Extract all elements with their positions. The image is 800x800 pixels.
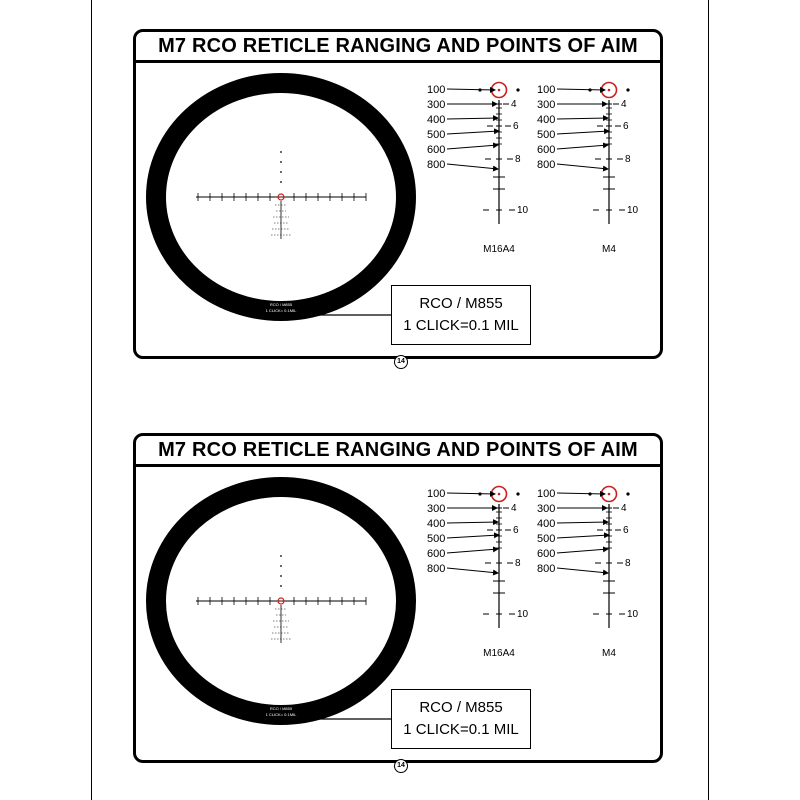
range-label-500: 500	[427, 533, 446, 545]
reticle-m16a4	[427, 83, 529, 256]
range-arrow	[447, 164, 498, 169]
card-title: M7 RCO RETICLE RANGING AND POINTS OF AIM	[136, 32, 660, 63]
scope-label-line-1: RCO / M855	[269, 302, 293, 307]
range-arrow	[557, 549, 608, 553]
range-label-800: 800	[537, 563, 556, 575]
page-number: 14	[394, 759, 408, 773]
reticle-m4	[537, 487, 639, 660]
stadia-number-4: 4	[621, 503, 627, 514]
range-label-800: 800	[537, 159, 556, 171]
range-arrow	[557, 118, 608, 119]
stadia-number-4: 4	[621, 99, 627, 110]
info-line-1: RCO / M855	[419, 699, 503, 716]
range-arrow	[447, 535, 499, 538]
range-arrow	[557, 89, 605, 90]
range-label-100: 100	[537, 488, 556, 500]
range-arrow	[447, 568, 498, 573]
aim-dot-small	[280, 196, 282, 198]
reticle-label: M16A4	[483, 648, 515, 659]
range-label-800: 800	[427, 159, 446, 171]
reticle-dot	[280, 151, 282, 153]
stadia-number-4: 4	[511, 99, 517, 110]
range-label-500: 500	[537, 129, 556, 141]
stadia-number-6: 6	[513, 121, 519, 132]
reticle-dot	[280, 181, 282, 183]
range-label-600: 600	[427, 144, 446, 156]
scope-label-line-1: RCO / M855	[269, 706, 293, 711]
range-label-300: 300	[537, 503, 556, 515]
stadia-number-10: 10	[517, 609, 529, 620]
stadia-number-8: 8	[515, 558, 521, 569]
info-box	[391, 285, 531, 345]
reticle-dot	[280, 575, 282, 577]
reticle-dot	[516, 492, 519, 495]
reticle-m4	[537, 83, 639, 256]
info-line-2: 1 CLICK=0.1 MIL	[403, 317, 519, 334]
reticle-dot	[626, 492, 629, 495]
stadia-number-10: 10	[627, 205, 639, 216]
range-label-300: 300	[427, 503, 446, 515]
stadia-number-8: 8	[515, 154, 521, 165]
stadia-number-8: 8	[625, 154, 631, 165]
info-line-2: 1 CLICK=0.1 MIL	[403, 721, 519, 738]
page-margin-line-right	[708, 0, 709, 800]
reticle-label: M4	[602, 648, 616, 659]
info-box	[391, 689, 531, 749]
page-margin-line-left	[91, 0, 92, 800]
range-label-800: 800	[427, 563, 446, 575]
reticle-dot	[516, 88, 519, 91]
reticle-dot	[280, 161, 282, 163]
range-label-400: 400	[537, 114, 556, 126]
card-title: M7 RCO RETICLE RANGING AND POINTS OF AIM	[136, 436, 660, 467]
stadia-number-4: 4	[511, 503, 517, 514]
stadia-number-6: 6	[623, 525, 629, 536]
aim-dot	[608, 493, 611, 496]
range-label-100: 100	[427, 84, 446, 96]
range-label-600: 600	[427, 548, 446, 560]
stadia-number-6: 6	[623, 121, 629, 132]
range-arrow	[557, 145, 608, 149]
reticle-card	[133, 433, 663, 769]
scope-label-line-2: 1 CLICK= 0.1MIL	[265, 712, 297, 717]
aim-dot	[608, 89, 611, 92]
range-arrow	[557, 493, 605, 494]
range-label-400: 400	[537, 518, 556, 530]
reticle-label: M16A4	[483, 244, 515, 255]
reticle-label: M4	[602, 244, 616, 255]
range-label-300: 300	[537, 99, 556, 111]
range-arrow	[447, 549, 498, 553]
info-line-1: RCO / M855	[419, 295, 503, 312]
range-label-600: 600	[537, 144, 556, 156]
scope-label-line-2: 1 CLICK= 0.1MIL	[265, 308, 297, 313]
range-arrow	[557, 535, 609, 538]
range-arrow	[447, 145, 498, 149]
aim-dot	[498, 89, 501, 92]
range-label-400: 400	[427, 114, 446, 126]
page-number: 14	[394, 355, 408, 369]
stadia-number-10: 10	[517, 205, 529, 216]
range-label-100: 100	[537, 84, 556, 96]
range-arrow	[557, 131, 609, 134]
range-arrow	[447, 493, 495, 494]
range-label-500: 500	[427, 129, 446, 141]
range-arrow	[447, 522, 498, 523]
reticle-dot	[280, 555, 282, 557]
range-arrow	[557, 164, 608, 169]
reticle-dot	[280, 171, 282, 173]
stadia-number-8: 8	[625, 558, 631, 569]
range-label-100: 100	[427, 488, 446, 500]
range-arrow	[447, 118, 498, 119]
reticle-dot	[280, 585, 282, 587]
reticle-dot	[280, 565, 282, 567]
aim-dot	[498, 493, 501, 496]
range-label-600: 600	[537, 548, 556, 560]
range-arrow	[447, 89, 495, 90]
range-label-500: 500	[537, 533, 556, 545]
range-label-300: 300	[427, 99, 446, 111]
range-arrow	[557, 568, 608, 573]
range-arrow	[557, 522, 608, 523]
range-label-400: 400	[427, 518, 446, 530]
stadia-number-6: 6	[513, 525, 519, 536]
reticle-card	[133, 29, 663, 365]
stadia-number-10: 10	[627, 609, 639, 620]
range-arrow	[447, 131, 499, 134]
reticle-m16a4	[427, 487, 529, 660]
reticle-dot	[626, 88, 629, 91]
aim-dot-small	[280, 600, 282, 602]
